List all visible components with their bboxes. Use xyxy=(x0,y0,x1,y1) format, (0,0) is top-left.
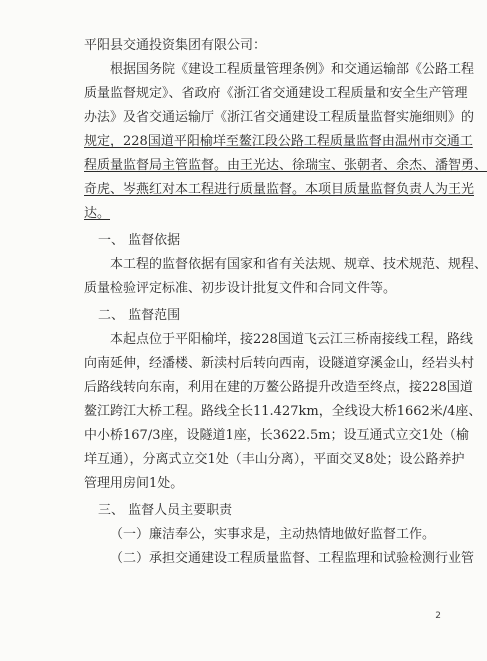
intro-line-7: 达。 xyxy=(84,206,111,221)
section-3-item-1: （一）廉洁奉公，实事求是，主动热情地做好监督工作。 xyxy=(110,527,436,542)
section-2-line-7: 管理用房间1处。 xyxy=(84,476,184,491)
section-2-line-4: 鳌江跨江大桥工程。路线全长11.427km，全线设大桥1662米/4座、 xyxy=(84,404,482,419)
section-2-line-3: 后路线转向东南，利用在建的万鳌公路提升改造至终点，接228国道 xyxy=(84,380,473,395)
intro-line-5: 程质量监督局主管监督。由王光达、徐瑞宝、张朝者、余杰、潘智勇、 xyxy=(84,158,487,173)
section-3-title: 三、 监督人员主要职责 xyxy=(98,503,233,518)
section-3-item-2: （二）承担交通建设工程质量监督、工程监理和试验检测行业管 xyxy=(110,551,475,566)
section-1-line-2: 质量检验评定标准、初步设计批复文件和合同文件等。 xyxy=(84,281,397,296)
section-1-title: 一、 监督依据 xyxy=(98,233,181,248)
section-2-line-6: 垟互通），分离式立交1处（丰山分离），平面交叉8处；设公路养护 xyxy=(84,452,465,467)
intro-line-6: 奇虎、岑燕红对本工程进行质量监督。本项目质量监督负责人为王光 xyxy=(84,182,475,197)
section-2-title: 二、 监督范围 xyxy=(98,308,181,323)
page-number: 2 xyxy=(435,611,441,621)
section-1-line-1: 本工程的监督依据有国家和省有关法规、规章、技术规范、规程、 xyxy=(110,257,487,272)
section-2-line-5: 中小桥167/3座，设隧道1座，长3622.5m；设互通式立交1处（榆 xyxy=(84,428,469,443)
intro-line-4: 规定，228国道平阳榆垟至鳌江段公路工程质量监督由温州市交通工 xyxy=(84,134,473,149)
intro-line-2: 质量监督规定》、省政府《浙江省交通建设工程质量和安全生产管理 xyxy=(84,86,468,101)
section-2-line-1: 本起点位于平阳榆垟，接228国道飞云江三桥南接线工程，路线 xyxy=(110,332,473,347)
intro-line-3: 办法》及省交通运输厅《浙江省交通建设工程质量监督实施细则》的 xyxy=(84,110,475,125)
section-2-line-2: 向南延伸，经潘楼、新渎村后转向西南，设隧道穿溪金山，经岩头村 xyxy=(84,356,475,371)
salutation: 平阳县交通投资集团有限公司： xyxy=(84,38,267,53)
intro-line-1: 根据国务院《建设工程质量管理条例》和交通运输部《公路工程 xyxy=(110,62,475,77)
